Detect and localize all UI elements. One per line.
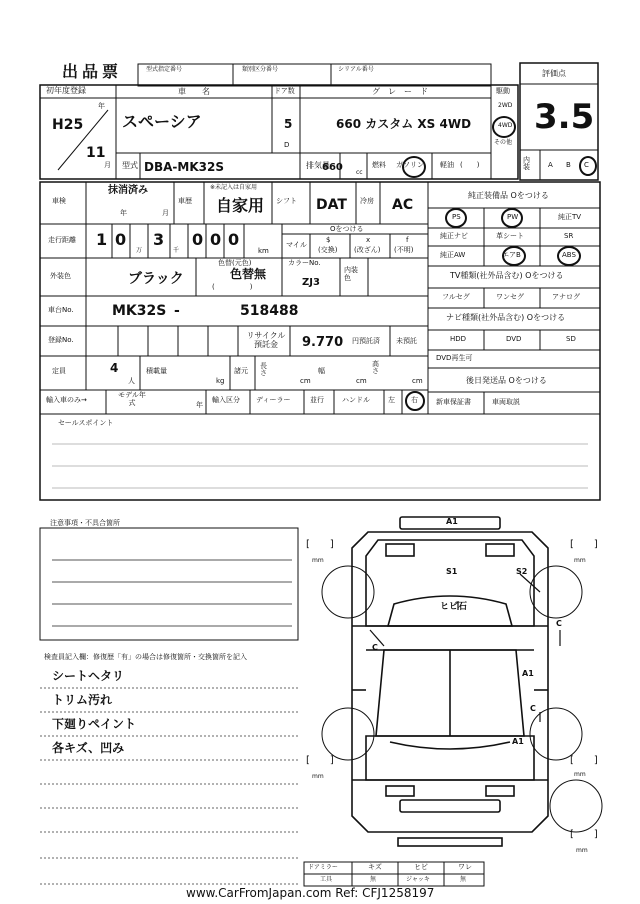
fuel-gasoline: ガソリン bbox=[396, 161, 424, 169]
option-sr: SR bbox=[564, 232, 574, 240]
option-airbag-circle bbox=[502, 246, 526, 266]
tire-bracket-fr: [ ] bbox=[570, 539, 598, 550]
after-ship-title: 後日発送品 Oをつける bbox=[466, 376, 547, 385]
modified-label: (改ざん) bbox=[354, 246, 381, 254]
dvd-play: DVD再生可 bbox=[436, 354, 473, 362]
fuel-gasoline-circle bbox=[402, 156, 426, 178]
doors-value: 5 bbox=[284, 117, 293, 131]
mileage-label: 走行距離 bbox=[48, 236, 76, 244]
length-unit: cm bbox=[300, 377, 311, 385]
interior-c-circle bbox=[579, 156, 597, 176]
tire-unit-rr: mm bbox=[574, 771, 586, 778]
tire-bracket-spare: [ ] bbox=[570, 829, 598, 840]
mark-windshield-chip: ヒビ石 bbox=[440, 602, 468, 612]
import-div-label: 輸入区分 bbox=[212, 396, 240, 404]
doors-suffix: D bbox=[284, 141, 290, 149]
legend-kizu: キズ bbox=[368, 863, 382, 871]
option-pw-circle bbox=[501, 208, 523, 228]
unknown-symbol: f bbox=[406, 236, 409, 244]
unknown-label: (不明) bbox=[394, 246, 414, 254]
displacement-value: 660 bbox=[322, 162, 343, 173]
interior-label: 内装 bbox=[523, 156, 530, 171]
recycle-paid: 円預託済 bbox=[352, 337, 380, 345]
inspector-note-3: 下廻りペイント bbox=[52, 717, 137, 731]
capacity-label: 定員 bbox=[52, 367, 66, 375]
car-name: スペーシア bbox=[122, 112, 202, 131]
score-label: 評価点 bbox=[542, 69, 566, 78]
form-title: 出品票 bbox=[62, 62, 123, 81]
model-year-label: モデル年式 bbox=[118, 391, 146, 407]
drive-4wd: 4WD bbox=[498, 122, 513, 129]
height-unit: cm bbox=[412, 377, 423, 385]
color-no-label: カラーNo. bbox=[288, 259, 321, 267]
inspector-note-2: トリム汚れ bbox=[52, 693, 113, 707]
mark-s2-fender: S2 bbox=[516, 567, 528, 576]
inspector-note-4: 各キズ、凹み bbox=[52, 741, 125, 755]
interior-c: C bbox=[584, 161, 589, 169]
drive-4wd-circle bbox=[492, 116, 516, 138]
options-title: 純正装備品 Oをつける bbox=[468, 191, 549, 200]
mark-c-left-door: C bbox=[372, 643, 378, 652]
navi-hdd: HDD bbox=[450, 335, 467, 343]
mileage-digit-2: 0 bbox=[115, 230, 127, 249]
chassis-dash: - bbox=[174, 303, 180, 319]
first-reg-label: 初年度登録 bbox=[46, 86, 86, 95]
first-reg-year: H25 bbox=[52, 117, 84, 133]
parallel-option: 並行 bbox=[310, 396, 324, 404]
sen-unit: 千 bbox=[173, 247, 180, 254]
handle-right-circle bbox=[405, 391, 425, 411]
interior-a: A bbox=[548, 161, 553, 169]
handle-left: 左 bbox=[388, 396, 395, 404]
navi-title: ナビ種類(社外品含む) Oをつける bbox=[446, 313, 566, 322]
option-ps: PS bbox=[452, 213, 461, 221]
displacement-label: 排気量 bbox=[306, 161, 330, 170]
tire-bracket-fl: [ ] bbox=[306, 539, 334, 550]
tire-unit-rl: mm bbox=[312, 773, 324, 780]
class-label: 類別区分番号 bbox=[242, 66, 279, 73]
displacement-unit: cc bbox=[356, 169, 363, 176]
mileage-digit-6: 0 bbox=[228, 230, 240, 249]
shift-value: DAT bbox=[316, 197, 347, 213]
shift-label: シフト bbox=[276, 197, 297, 205]
recycle-unpaid: 未預託 bbox=[396, 337, 417, 345]
color-no-value: ZJ3 bbox=[302, 277, 320, 288]
int-color-label: 内装色 bbox=[344, 266, 358, 283]
interior-b: B bbox=[566, 161, 571, 169]
width-label: 幅 bbox=[318, 367, 325, 375]
capacity-value: 4 bbox=[110, 361, 119, 375]
inspection-year-unit: 年 bbox=[120, 209, 127, 217]
chassis-number: 518488 bbox=[240, 303, 299, 319]
history-label: 車歴 bbox=[178, 197, 192, 205]
legend-jack: ジャッキ bbox=[406, 876, 430, 883]
inspection-month-unit: 月 bbox=[162, 209, 169, 217]
load-unit: kg bbox=[216, 377, 225, 385]
option-abs: ABS bbox=[562, 251, 576, 259]
drive-label: 駆動 bbox=[496, 87, 510, 95]
inspector-label: 検査員記入欄：修復歴「有」の場合は修復箇所・交換箇所を記入 bbox=[44, 653, 247, 661]
fuel-diesel: 軽油 bbox=[440, 161, 454, 169]
height-label: 高さ bbox=[372, 360, 379, 375]
fuel-paren: ( ) bbox=[460, 161, 480, 169]
man-unit: 万 bbox=[136, 247, 143, 254]
history-note: ※未記入は自家用 bbox=[210, 184, 258, 191]
color-change-paren: ( ) bbox=[212, 283, 253, 291]
model-year-unit: 年 bbox=[196, 401, 203, 409]
width-unit: cm bbox=[356, 377, 367, 385]
grade-value: 660 カスタム XS 4WD bbox=[336, 117, 472, 131]
drive-2wd: 2WD bbox=[498, 102, 513, 109]
modified-symbol: x bbox=[366, 236, 371, 244]
mile-label: マイル bbox=[286, 241, 307, 249]
mark-s1-hood: S1 bbox=[446, 567, 458, 576]
dealer-option: ディーラー bbox=[256, 396, 291, 404]
mileage-circle-note: Oをつける bbox=[330, 225, 364, 233]
exchange-symbol: $ bbox=[326, 236, 331, 244]
tire-unit-fl: mm bbox=[312, 557, 324, 564]
mark-a1-rear: A1 bbox=[512, 737, 524, 746]
mileage-digit-4: 0 bbox=[192, 230, 204, 249]
option-aw: 純正AW bbox=[440, 251, 466, 259]
mileage-digit-1: 1 bbox=[96, 230, 108, 249]
footer-reference: www.CarFromJapan.com Ref: CFJ1258197 bbox=[186, 886, 435, 900]
chassis-label: 車台No. bbox=[48, 306, 74, 314]
option-abs-circle bbox=[557, 246, 581, 266]
score-value: 3.5 bbox=[534, 97, 595, 137]
tv-oneseg: ワンセグ bbox=[496, 293, 524, 301]
legend-door-mirror: ドアミラー bbox=[308, 864, 338, 871]
mileage-digit-5: 0 bbox=[210, 230, 222, 249]
ac-label: 冷房 bbox=[360, 197, 374, 205]
option-airbag: エアB bbox=[502, 251, 521, 259]
tv-analog: アナログ bbox=[552, 293, 580, 301]
handle-right: 右 bbox=[411, 396, 418, 404]
fuel-label: 燃料 bbox=[372, 161, 386, 169]
year-unit: 年 bbox=[98, 102, 105, 110]
legend-tool: 工具 bbox=[320, 876, 333, 883]
month-unit: 月 bbox=[104, 161, 111, 169]
doors-label: ドア数 bbox=[274, 87, 295, 95]
capacity-unit: 人 bbox=[128, 377, 135, 385]
legend-jack-none: 無 bbox=[460, 876, 467, 883]
first-reg-month: 11 bbox=[86, 145, 106, 161]
handle-label: ハンドル bbox=[342, 396, 370, 404]
recycle-value: 9.770 bbox=[302, 335, 344, 350]
navi-dvd: DVD bbox=[506, 335, 522, 343]
sales-point-label: セールスポイント bbox=[58, 419, 114, 427]
model-value: DBA-MK32S bbox=[144, 160, 224, 174]
inspection-label: 車検 bbox=[52, 197, 66, 205]
attention-label: 注意事項・不具合箇所 bbox=[50, 519, 120, 527]
mark-a1-bumper: A1 bbox=[446, 517, 458, 526]
option-tv: 純正TV bbox=[558, 213, 582, 221]
after-manual: 車両取説 bbox=[492, 398, 520, 406]
mark-c-right-rear: C bbox=[530, 704, 536, 713]
legend-hibi: ヒビ bbox=[414, 863, 428, 871]
tire-bracket-rl: [ ] bbox=[306, 755, 334, 766]
navi-sd: SD bbox=[566, 335, 576, 343]
color-change-value: 色替無 bbox=[230, 267, 267, 281]
after-warranty: 新車保証書 bbox=[436, 398, 471, 406]
tv-fullseg: フルセグ bbox=[442, 293, 470, 301]
legend-ware: ワレ bbox=[458, 863, 472, 871]
tire-unit-spare: mm bbox=[576, 847, 588, 854]
model-label: 型式 bbox=[122, 161, 138, 170]
reg-no-label: 登録No. bbox=[48, 336, 74, 344]
legend-tool-none: 無 bbox=[370, 876, 377, 883]
km-unit: km bbox=[258, 247, 269, 255]
dims-label: 諸元 bbox=[234, 367, 248, 375]
option-ps-circle bbox=[445, 208, 467, 228]
load-label: 積載量 bbox=[146, 367, 167, 375]
tire-unit-fr: mm bbox=[574, 557, 586, 564]
car-name-label: 車 名 bbox=[178, 87, 210, 96]
option-pw: PW bbox=[507, 213, 519, 221]
length-label: 長さ bbox=[260, 362, 267, 377]
drive-other: その他 bbox=[494, 139, 513, 146]
color-change-label: 色替(元色) bbox=[218, 259, 252, 267]
inspector-note-1: シートヘタリ bbox=[52, 669, 125, 683]
grade-label: グ レ ー ド bbox=[372, 87, 428, 96]
mark-a1-right-door: A1 bbox=[522, 669, 534, 678]
inspection-value: 抹消済み bbox=[108, 185, 148, 196]
ac-value: AC bbox=[392, 197, 414, 213]
import-label: 輸入車のみ→ bbox=[46, 396, 87, 404]
serial-label: シリアル番号 bbox=[338, 66, 374, 73]
mark-c-right-pillar: C bbox=[556, 619, 562, 628]
history-value: 自家用 bbox=[216, 196, 265, 215]
recycle-label: リサイクル預託金 bbox=[246, 331, 286, 349]
tire-bracket-rr: [ ] bbox=[570, 755, 598, 766]
ext-color-value: ブラック bbox=[128, 271, 184, 287]
option-leather: 革シート bbox=[496, 232, 524, 240]
chassis-prefix: MK32S bbox=[112, 303, 167, 319]
tv-title: TV種類(社外品含む) Oをつける bbox=[450, 271, 564, 280]
mileage-digit-3: 3 bbox=[153, 230, 165, 249]
exchange-label: (交換) bbox=[318, 246, 338, 254]
type-cert-label: 型式指定番号 bbox=[146, 66, 183, 73]
option-navi: 純正ナビ bbox=[440, 232, 468, 240]
ext-color-label: 外装色 bbox=[50, 272, 71, 280]
